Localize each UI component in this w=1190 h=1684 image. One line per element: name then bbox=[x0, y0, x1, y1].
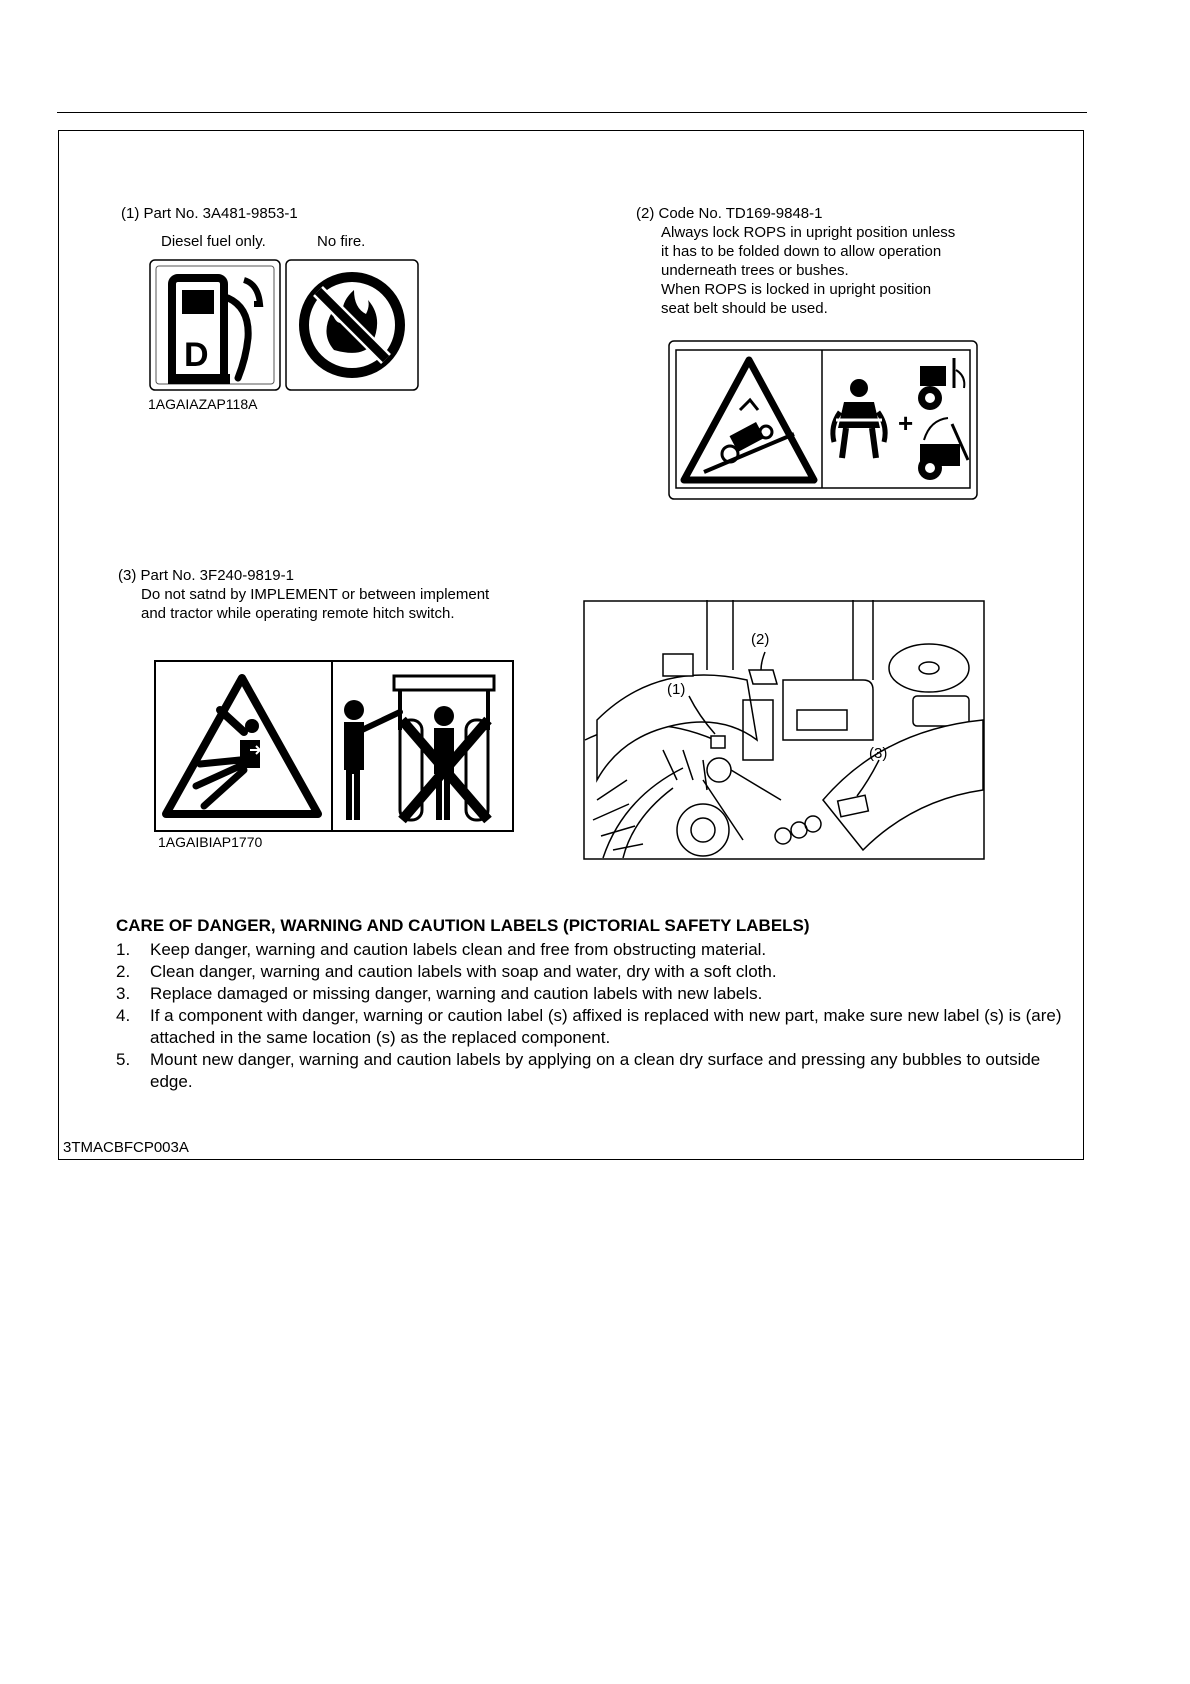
label1-part-number: (1) Part No. 3A481-9853-1 bbox=[121, 205, 298, 222]
figure-code: 3TMACBFCP003A bbox=[63, 1139, 189, 1156]
label3-line: and tractor while operating remote hitch switch. bbox=[141, 605, 455, 622]
list-item-number: 4. bbox=[116, 1006, 131, 1025]
tractor-label-location-illustration bbox=[583, 600, 985, 860]
care-instructions-list bbox=[116, 939, 1066, 1093]
list-item bbox=[116, 983, 1066, 1005]
location-marker-2 bbox=[749, 670, 777, 684]
label2-plus-sign: + bbox=[898, 408, 914, 438]
list-item-number: 2. bbox=[116, 962, 131, 981]
label2-pictogram bbox=[668, 340, 978, 500]
list-item bbox=[116, 1005, 1066, 1049]
label2-line: underneath trees or bushes. bbox=[661, 262, 849, 279]
label1-caption-diesel: Diesel fuel only. bbox=[161, 233, 266, 250]
list-item-number: 5. bbox=[116, 1050, 131, 1069]
label1-caption-nofire: No fire. bbox=[317, 233, 366, 250]
list-item-text: If a component with danger, warning or caution label (s) affixed is replaced with new part, make sure new label (s) is (are) attached in the same location (s) as the replaced component. bbox=[150, 1006, 1062, 1047]
list-item bbox=[116, 961, 1066, 983]
label1-pump-letter: D bbox=[184, 336, 209, 374]
callout-1: (1) bbox=[667, 681, 686, 698]
label2-line: it has to be folded down to allow operation bbox=[661, 243, 942, 260]
list-item bbox=[116, 939, 1066, 961]
label2-code-number: (2) Code No. TD169-9848-1 bbox=[636, 205, 823, 222]
list-item-text: Clean danger, warning and caution labels with soap and water, dry with a soft cloth. bbox=[150, 962, 777, 981]
label3-image-code: 1AGAIBIAP1770 bbox=[158, 834, 263, 850]
label1-image-code: 1AGAIAZAP118A bbox=[148, 396, 258, 412]
label2-line: Always lock ROPS in upright position unless bbox=[661, 224, 956, 241]
list-item-text: Mount new danger, warning and caution labels by applying on a clean dry surface and pressing any bubbles to outside edge. bbox=[150, 1050, 1041, 1091]
list-item-text: Keep danger, warning and caution labels clean and free from obstructing material. bbox=[150, 940, 767, 959]
list-item-number: 3. bbox=[116, 984, 131, 1003]
care-section-title: CARE OF DANGER, WARNING AND CAUTION LABELS (PICTORIAL SAFETY LABELS) bbox=[116, 916, 810, 935]
callout-2: (2) bbox=[751, 631, 770, 648]
label3-pictogram bbox=[154, 660, 514, 832]
label1-pictogram bbox=[148, 258, 420, 394]
location-marker-1 bbox=[711, 736, 725, 748]
list-item-number: 1. bbox=[116, 940, 131, 959]
fuel-pump-icon bbox=[150, 260, 280, 390]
no-fire-icon bbox=[286, 260, 418, 390]
label3-part-number: (3) Part No. 3F240-9819-1 bbox=[118, 567, 294, 584]
callout-3: (3) bbox=[869, 745, 888, 762]
header-rule bbox=[57, 112, 1087, 113]
list-item bbox=[116, 1049, 1066, 1093]
list-item-text: Replace damaged or missing danger, warning and caution labels with new labels. bbox=[150, 984, 763, 1003]
label3-line: Do not satnd by IMPLEMENT or between implement bbox=[141, 586, 490, 603]
label2-line: When ROPS is locked in upright position bbox=[661, 281, 932, 298]
label2-line: seat belt should be used. bbox=[661, 300, 828, 317]
